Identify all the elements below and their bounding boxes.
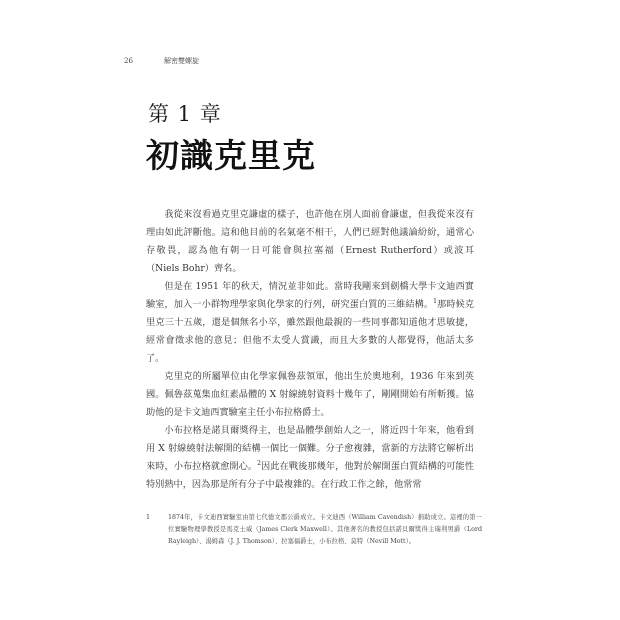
footnote-text: 1874年，卡文迪西實驗室由第七代德文郡公爵成立。卡文迪西（William Cavendish）捐助成立。這裡的第一位實驗物理學教授是馬克士威（James Clerk Maxwell）。其他著名的教授包括諾貝爾獎得主瑞利男爵（Lord Rayleigh）、湯姆森（J. J. Thomson）、拉塞福爵士，小布拉格、莫特（Nevill Mott）。: [168, 514, 482, 545]
body-text: [146, 206, 474, 494]
page-number: 26: [124, 57, 133, 65]
paragraph-3: 克里克的所屬單位由化學家佩魯茲領軍，他出生於奧地利，1936 年來到英國。佩魯茲蒐集血紅素晶體的 X 射線繞射資料十幾年了，剛剛開始有所斬獲。協助他的是卡文迪西實驗室主任小布拉格爵士。: [146, 371, 474, 418]
paragraph-1: 我從來沒看過克里克謙虛的樣子，也許他在別人面前會謙虛，但我從來沒有理由如此評斷他。這和他目前的名氣毫不相干，人們已經對他議論紛紛，通常心存敬畏，認為他有朝一日可能會與拉塞福（Ernest Rutherford）或波耳（Niels Bohr）齊名。: [146, 209, 474, 274]
running-header: [124, 56, 199, 66]
footnote-marker-1: 1: [433, 297, 437, 305]
running-title: 解密雙螺旋: [164, 57, 199, 65]
footnote: [146, 512, 482, 548]
footnote-marker-2: 2: [257, 459, 261, 467]
footnote-number: 1: [146, 514, 151, 521]
paragraph-2: 但是在 1951 年的秋天，情況並非如此。當時我剛來到劍橋大學卡文迪西實驗室，加入一小群物理學家與化學家的行列，研究蛋白質的三維結構。$^1$那時候克里克三十五歲，還是個無名小卒，雖然跟他最親的一些同事都知道他才思敏捷，經常會徵求他的意見；但他不太受人賞識，而且大多數的人都覺得，他話太多了。: [146, 281, 475, 364]
chapter-title: 初識克里克: [146, 136, 316, 175]
paragraph-4: 小布拉格是諾貝爾獎得主，也是晶體學創始人之一，將近四十年來，他看到用 X 射線繞射法解開的結構一個比一個難。分子愈複雜，當新的方法將它解析出來時，小布拉格就愈開心。$^2$因此在戰後那幾年，他對於解開蛋白質結構的可能性特別熱中，因為那是所有分子中最複雜的。在行政工作之餘，他常常: [146, 425, 475, 490]
chapter-number: 第 1 章: [148, 102, 222, 126]
